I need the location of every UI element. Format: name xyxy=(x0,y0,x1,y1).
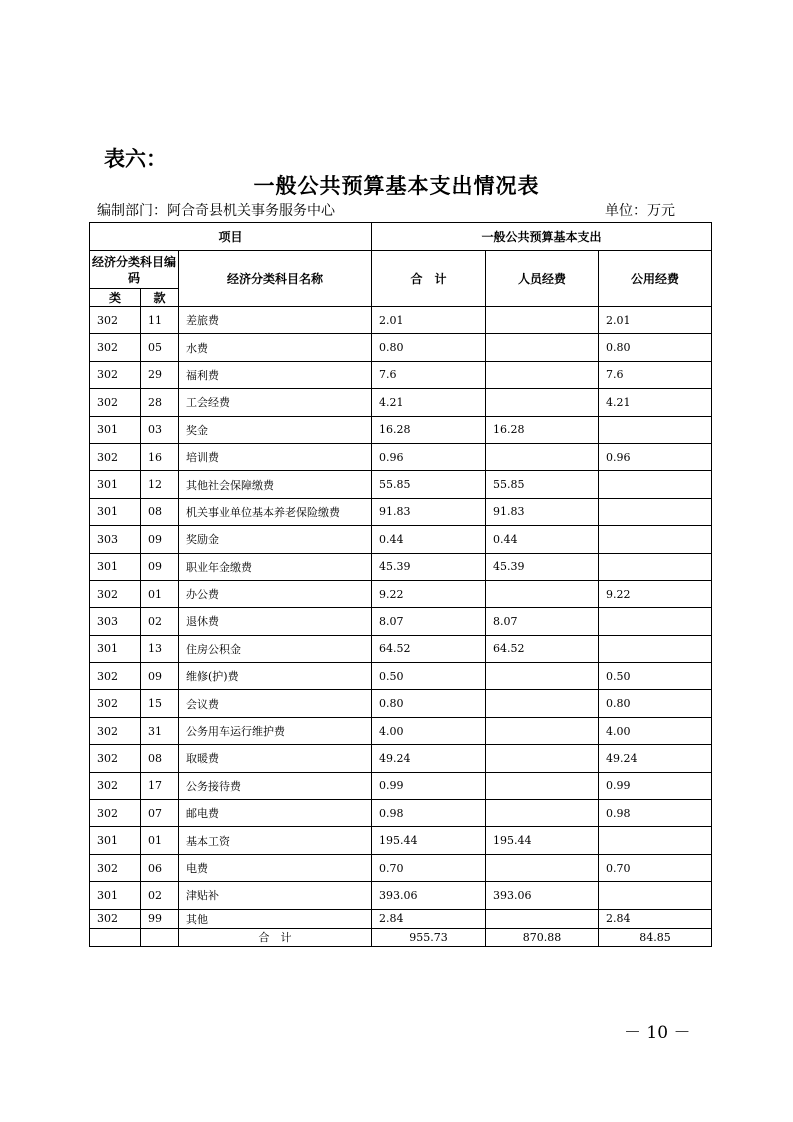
table-row xyxy=(90,334,712,361)
table-row xyxy=(90,772,712,799)
budget-table xyxy=(89,222,712,947)
cell-item: 12 xyxy=(141,471,179,498)
cell-name: 奖励金 xyxy=(179,526,372,553)
cell-total: 2.01 xyxy=(372,307,486,334)
cell-name: 职业年金缴费 xyxy=(179,553,372,580)
unit-label: 单位：万元 xyxy=(605,203,675,219)
cell-public xyxy=(599,882,712,909)
cell-name: 会议费 xyxy=(179,690,372,717)
cell-name: 基本工资 xyxy=(179,827,372,854)
cell-public: 49.24 xyxy=(599,745,712,772)
cell-personnel xyxy=(486,389,599,416)
header-row xyxy=(90,251,712,289)
cell-personnel xyxy=(486,745,599,772)
cell-name: 水费 xyxy=(179,334,372,361)
total-personnel: 870.88 xyxy=(486,928,599,946)
cell-total: 8.07 xyxy=(372,608,486,635)
cell-name: 维修(护)费 xyxy=(179,663,372,690)
cell-category: 301 xyxy=(90,827,141,854)
cell-category: 302 xyxy=(90,854,141,881)
table-row xyxy=(90,690,712,717)
cell-public: 7.6 xyxy=(599,361,712,388)
cell-public: 2.84 xyxy=(599,909,712,928)
cell-personnel: 195.44 xyxy=(486,827,599,854)
cell-item: 28 xyxy=(141,389,179,416)
cell-name: 退休费 xyxy=(179,608,372,635)
cell-item: 13 xyxy=(141,635,179,662)
cell-public: 4.00 xyxy=(599,717,712,744)
cell-item: 02 xyxy=(141,882,179,909)
cell-name: 津贴补 xyxy=(179,882,372,909)
cell-public: 0.70 xyxy=(599,854,712,881)
header-name: 经济分类科目名称 xyxy=(179,251,372,307)
cell-public: 2.01 xyxy=(599,307,712,334)
cell-item: 16 xyxy=(141,443,179,470)
cell-public: 0.96 xyxy=(599,443,712,470)
cell-total: 0.50 xyxy=(372,663,486,690)
cell-item: 05 xyxy=(141,334,179,361)
cell-total: 45.39 xyxy=(372,553,486,580)
table-row xyxy=(90,580,712,607)
cell-personnel xyxy=(486,580,599,607)
department-label: 编制部门：阿合奇县机关事务服务中心 xyxy=(97,203,335,219)
total-label: 合 计 xyxy=(179,928,372,946)
cell-category: 302 xyxy=(90,772,141,799)
table-row xyxy=(90,307,712,334)
cell-personnel: 8.07 xyxy=(486,608,599,635)
page-number: － 10 － xyxy=(624,1023,691,1043)
cell-name: 奖金 xyxy=(179,416,372,443)
cell-category: 302 xyxy=(90,800,141,827)
header-category: 类 xyxy=(90,289,141,307)
cell-item: 08 xyxy=(141,745,179,772)
cell-total: 0.80 xyxy=(372,334,486,361)
cell-name: 其他社会保障缴费 xyxy=(179,471,372,498)
header-project: 项目 xyxy=(90,223,372,251)
cell-item: 06 xyxy=(141,854,179,881)
table-row xyxy=(90,416,712,443)
cell-name: 工会经费 xyxy=(179,389,372,416)
cell-personnel xyxy=(486,854,599,881)
cell-public xyxy=(599,635,712,662)
cell-personnel xyxy=(486,772,599,799)
cell-personnel xyxy=(486,663,599,690)
cell-total: 393.06 xyxy=(372,882,486,909)
cell-personnel xyxy=(486,307,599,334)
cell-category: 302 xyxy=(90,580,141,607)
cell-category: 301 xyxy=(90,635,141,662)
cell-total: 195.44 xyxy=(372,827,486,854)
table-label: 表六： xyxy=(104,146,167,171)
cell-category: 302 xyxy=(90,690,141,717)
table-row xyxy=(90,608,712,635)
table-row xyxy=(90,361,712,388)
cell-item: 07 xyxy=(141,800,179,827)
cell-personnel: 16.28 xyxy=(486,416,599,443)
cell-item: 01 xyxy=(141,580,179,607)
header-total: 合 计 xyxy=(372,251,486,307)
cell-item: 02 xyxy=(141,608,179,635)
cell-item: 01 xyxy=(141,827,179,854)
cell-personnel: 45.39 xyxy=(486,553,599,580)
cell-total: 0.70 xyxy=(372,854,486,881)
cell-personnel xyxy=(486,334,599,361)
cell-total: 7.6 xyxy=(372,361,486,388)
cell-public xyxy=(599,553,712,580)
cell-category: 302 xyxy=(90,443,141,470)
header-row xyxy=(90,223,712,251)
cell-public xyxy=(599,608,712,635)
cell-total: 91.83 xyxy=(372,498,486,525)
cell-total: 0.80 xyxy=(372,690,486,717)
cell-category: 302 xyxy=(90,745,141,772)
cell-item: 08 xyxy=(141,498,179,525)
cell-category: 302 xyxy=(90,663,141,690)
total-row xyxy=(90,928,712,946)
cell-total: 16.28 xyxy=(372,416,486,443)
cell-total: 0.98 xyxy=(372,800,486,827)
table-row xyxy=(90,389,712,416)
cell-empty xyxy=(141,928,179,946)
header-item: 款 xyxy=(141,289,179,307)
cell-personnel: 91.83 xyxy=(486,498,599,525)
cell-item: 03 xyxy=(141,416,179,443)
cell-personnel xyxy=(486,800,599,827)
table-row xyxy=(90,553,712,580)
cell-category: 302 xyxy=(90,334,141,361)
cell-personnel: 64.52 xyxy=(486,635,599,662)
cell-name: 差旅费 xyxy=(179,307,372,334)
cell-item: 17 xyxy=(141,772,179,799)
cell-category: 302 xyxy=(90,717,141,744)
cell-item: 09 xyxy=(141,526,179,553)
cell-total: 0.96 xyxy=(372,443,486,470)
cell-public xyxy=(599,498,712,525)
cell-personnel xyxy=(486,909,599,928)
cell-name: 福利费 xyxy=(179,361,372,388)
table-row xyxy=(90,471,712,498)
cell-item: 15 xyxy=(141,690,179,717)
cell-personnel xyxy=(486,690,599,717)
cell-empty xyxy=(90,928,141,946)
table-row xyxy=(90,745,712,772)
cell-total: 4.21 xyxy=(372,389,486,416)
table-row xyxy=(90,882,712,909)
cell-public: 4.21 xyxy=(599,389,712,416)
cell-item: 09 xyxy=(141,663,179,690)
cell-total: 0.44 xyxy=(372,526,486,553)
cell-name: 取暖费 xyxy=(179,745,372,772)
cell-personnel: 0.44 xyxy=(486,526,599,553)
table-row xyxy=(90,717,712,744)
cell-item: 11 xyxy=(141,307,179,334)
cell-category: 302 xyxy=(90,389,141,416)
cell-personnel xyxy=(486,717,599,744)
cell-public: 0.80 xyxy=(599,334,712,361)
cell-name: 办公费 xyxy=(179,580,372,607)
cell-public: 0.99 xyxy=(599,772,712,799)
cell-category: 301 xyxy=(90,498,141,525)
cell-public xyxy=(599,471,712,498)
page-title: 一般公共预算基本支出情况表 xyxy=(253,173,540,198)
table-row xyxy=(90,827,712,854)
cell-category: 301 xyxy=(90,416,141,443)
cell-item: 99 xyxy=(141,909,179,928)
cell-public: 9.22 xyxy=(599,580,712,607)
cell-public xyxy=(599,526,712,553)
table-row xyxy=(90,635,712,662)
table-row xyxy=(90,663,712,690)
header-budget: 一般公共预算基本支出 xyxy=(372,223,712,251)
table-row xyxy=(90,909,712,928)
cell-name: 住房公积金 xyxy=(179,635,372,662)
table-row xyxy=(90,443,712,470)
cell-public: 0.80 xyxy=(599,690,712,717)
cell-total: 64.52 xyxy=(372,635,486,662)
cell-total: 4.00 xyxy=(372,717,486,744)
cell-personnel: 55.85 xyxy=(486,471,599,498)
header-public: 公用经费 xyxy=(599,251,712,307)
cell-public xyxy=(599,827,712,854)
table-row xyxy=(90,498,712,525)
cell-category: 303 xyxy=(90,608,141,635)
total-amount: 955.73 xyxy=(372,928,486,946)
header-code: 经济分类科目编码 xyxy=(90,251,179,289)
cell-name: 公务用车运行维护费 xyxy=(179,717,372,744)
cell-category: 303 xyxy=(90,526,141,553)
cell-total: 0.99 xyxy=(372,772,486,799)
cell-category: 301 xyxy=(90,553,141,580)
header-personnel: 人员经费 xyxy=(486,251,599,307)
cell-total: 55.85 xyxy=(372,471,486,498)
cell-name: 培训费 xyxy=(179,443,372,470)
cell-category: 301 xyxy=(90,882,141,909)
cell-category: 302 xyxy=(90,361,141,388)
total-public: 84.85 xyxy=(599,928,712,946)
cell-category: 302 xyxy=(90,307,141,334)
cell-name: 机关事业单位基本养老保险缴费 xyxy=(179,498,372,525)
cell-personnel: 393.06 xyxy=(486,882,599,909)
cell-name: 电费 xyxy=(179,854,372,881)
table-row xyxy=(90,800,712,827)
cell-name: 其他 xyxy=(179,909,372,928)
cell-personnel xyxy=(486,361,599,388)
cell-public xyxy=(599,416,712,443)
cell-total: 9.22 xyxy=(372,580,486,607)
cell-name: 邮电费 xyxy=(179,800,372,827)
cell-name: 公务接待费 xyxy=(179,772,372,799)
cell-public: 0.50 xyxy=(599,663,712,690)
cell-total: 2.84 xyxy=(372,909,486,928)
table-row xyxy=(90,526,712,553)
table-row xyxy=(90,854,712,881)
cell-item: 31 xyxy=(141,717,179,744)
cell-category: 302 xyxy=(90,909,141,928)
cell-public: 0.98 xyxy=(599,800,712,827)
cell-item: 09 xyxy=(141,553,179,580)
cell-category: 301 xyxy=(90,471,141,498)
cell-item: 29 xyxy=(141,361,179,388)
cell-personnel xyxy=(486,443,599,470)
cell-total: 49.24 xyxy=(372,745,486,772)
